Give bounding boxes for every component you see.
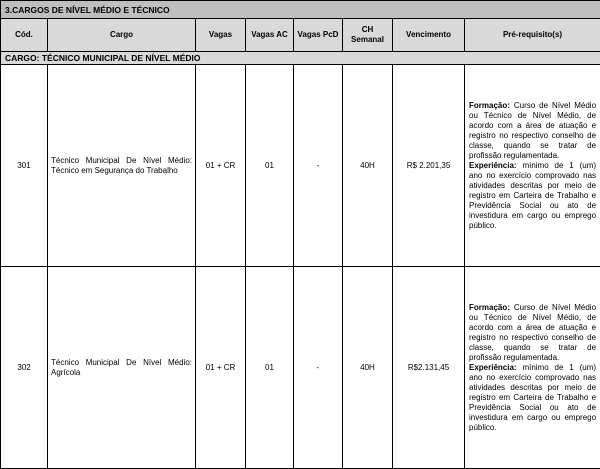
formacao-paragraph: [469, 303, 596, 363]
formacao-label: Formação:: [469, 101, 510, 110]
header-cargo: Cargo: [48, 19, 196, 52]
cargo-group-row: [1, 52, 600, 65]
table-row: [1, 267, 600, 469]
header-cod: Cód.: [1, 19, 48, 52]
header-vagas: Vagas: [196, 19, 246, 52]
cell-prerequisito: [465, 65, 600, 267]
experiencia-label: Experiência:: [469, 363, 517, 372]
cargo-group-label: CARGO: TÉCNICO MUNICIPAL DE NÍVEL MÉDIO: [1, 52, 600, 65]
experiencia-paragraph: [469, 363, 596, 433]
cell-cod: 302: [1, 267, 48, 469]
header-vagas-pcd: Vagas PcD: [294, 19, 343, 52]
cell-cargo: Técnico Municipal De Nível Médio: Técnico em Segurança do Trabalho: [48, 65, 196, 267]
cell-vagas-ac: 01: [246, 267, 294, 469]
cell-vagas: 01 + CR: [196, 267, 246, 469]
formacao-paragraph: [469, 101, 596, 161]
header-vagas-ac: Vagas AC: [246, 19, 294, 52]
formacao-label: Formação:: [469, 303, 510, 312]
cell-vencimento: R$2.131,45: [393, 267, 465, 469]
cell-vagas-ac: 01: [246, 65, 294, 267]
experiencia-text: mínimo de 1 (um) ano no exercício comprovado nas atividades descritas por meio de registro em Carteira de Trabalho e Previdência Social ou ato de investidura em cargo ou emprego público.: [469, 161, 596, 230]
cell-vencimento: R$ 2.201,35: [393, 65, 465, 267]
header-row: [1, 19, 600, 52]
cell-vagas-pcd: -: [294, 267, 343, 469]
header-ch-semanal: CH Semanal: [343, 19, 393, 52]
cell-cod: 301: [1, 65, 48, 267]
cell-ch: 40H: [343, 267, 393, 469]
experiencia-paragraph: [469, 161, 596, 231]
formacao-text: Curso de Nível Médio ou Técnico de Nível Médio, de acordo com a área de atuação e registro no respectivo conselho de classe, quando se tratar de profissão regulamentada.: [469, 101, 596, 160]
header-vencimento: Vencimento: [393, 19, 465, 52]
cell-vagas-pcd: -: [294, 65, 343, 267]
experiencia-label: Experiência:: [469, 161, 517, 170]
formacao-text: Curso de Nível Médio ou Técnico de Nível Médio, de acordo com a área de atuação e registro no respectivo conselho de classe, quando se tratar de profissão regulamentada.: [469, 303, 596, 362]
cell-prerequisito: [465, 267, 600, 469]
table-row: [1, 65, 600, 267]
section-title: 3.CARGOS DE NÍVEL MÉDIO E TÉCNICO: [1, 1, 600, 19]
cell-ch: 40H: [343, 65, 393, 267]
section-title-row: [1, 1, 600, 19]
header-prerequisito: Pré-requisito(s): [465, 19, 600, 52]
cell-cargo: Técnico Municipal De Nível Médio: Agrícola: [48, 267, 196, 469]
cell-vagas: 01 + CR: [196, 65, 246, 267]
experiencia-text: mínimo de 1 (um) ano no exercício comprovado nas atividades descritas por meio de registro em Carteira de Trabalho e Previdência Social ou ato de investidura em cargo ou emprego público.: [469, 363, 596, 432]
